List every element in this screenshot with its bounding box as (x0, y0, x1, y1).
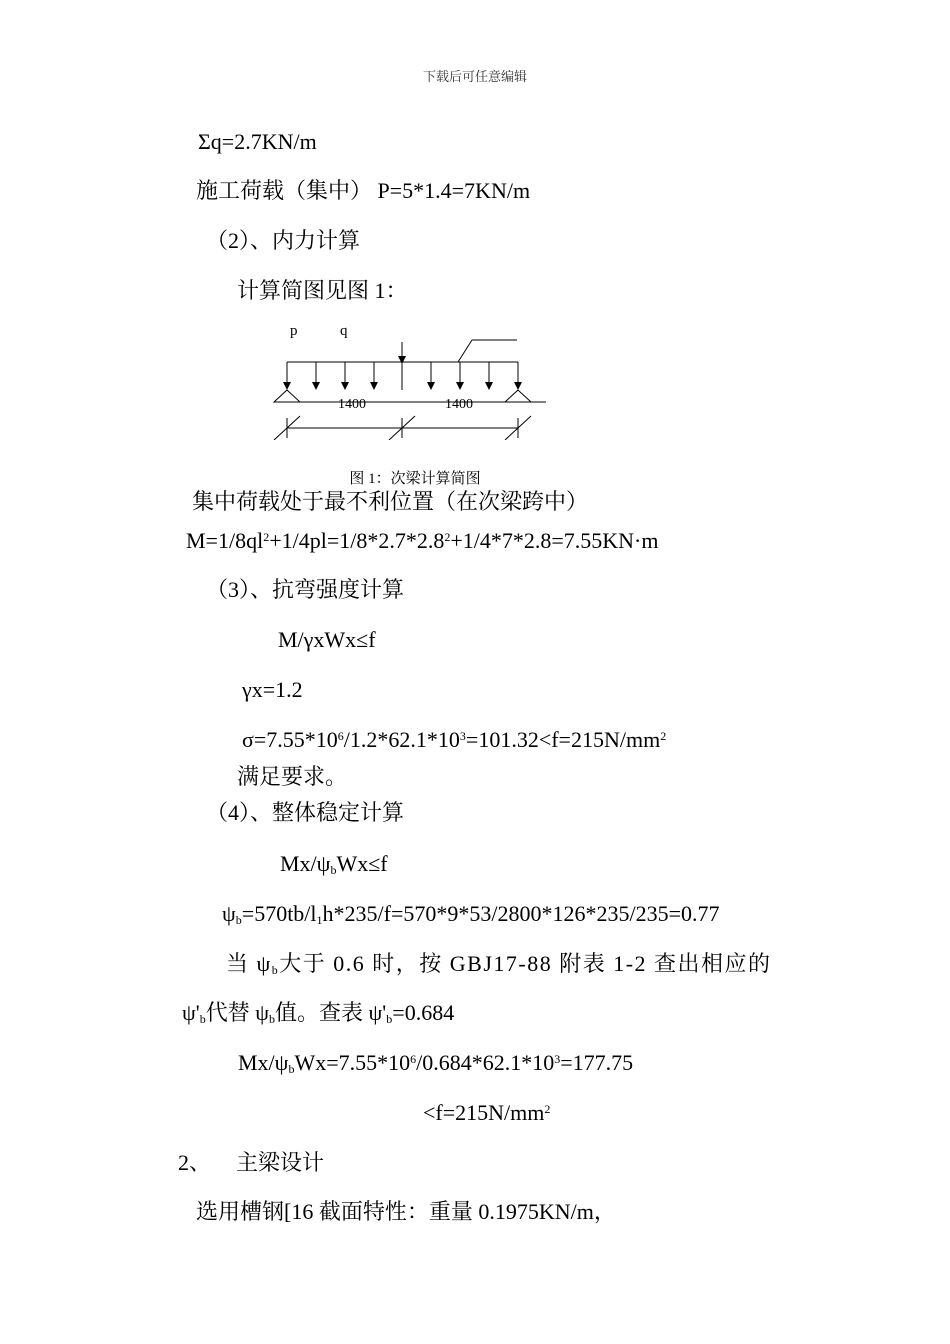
label-p: p (290, 323, 298, 339)
construction-load-line: 施工荷载（集中） P=5*1.4=7KN/m (196, 178, 531, 203)
channel-steel-line: 选用槽钢[16 截面特性：重量 0.1975KN/m， (196, 1199, 616, 1224)
stability-result: $Mx/\psi_bWx=7.55*10^6/0.684*62.1*10^3=177.75$ (238, 1050, 634, 1076)
diagram-reference: 计算简图见图 1： (237, 278, 408, 303)
moment-formula: $M=1/8ql^2+1/4pl=1/8*2.7*2.8^2+1/4*7*2.8=7.55KN\cdot m$ (186, 528, 659, 553)
main-beam-number: 2、 (178, 1150, 212, 1175)
figure-caption: 图 1：次梁计算简图 (349, 471, 481, 487)
page-header: 下载后可任意编辑 (422, 69, 527, 84)
satisfied-text: 满足要求。 (237, 764, 348, 789)
concentrated-load-position: 集中荷载处于最不利位置（在次梁跨中） (192, 489, 589, 514)
psi-b-calculation: $\psi_b=570tb/l_1h*235/f=570*9*53/2800*126*235/235=0.77$ (222, 901, 720, 927)
stability-formula: $Mx/\psi_bWx\le f$ (280, 851, 388, 877)
when-psi-text: 当 $\psi_b$大于 0.6 时，按 GBJ17-88 附表 1-2 查出相应的 (226, 951, 772, 977)
section-2-title: （2）、内力计算 (206, 228, 361, 253)
right-support (505, 390, 531, 402)
span-left-label: 1400 (338, 397, 366, 412)
sum-q-line: Σq=2.7KN/m (198, 129, 317, 154)
left-support (274, 390, 300, 402)
main-beam-title: 主梁设计 (236, 1150, 325, 1175)
beam-diagram (262, 320, 562, 440)
gamma-value: γx=1.2 (242, 677, 303, 702)
section-4-title: （4）、整体稳定计算 (206, 800, 405, 825)
sigma-calculation: $\sigma=7.55*10^6/1.2*62.1*10^3=101.32<f=215N/mm^2$ (242, 727, 667, 752)
label-q: q (340, 323, 348, 339)
bending-formula: M/γxWx≤f (278, 627, 376, 652)
stability-limit: $<f=215N/mm^2$ (423, 1100, 551, 1125)
section-3-title: （3）、抗弯强度计算 (206, 577, 405, 602)
psi-replace-text: $\psi'_b$代替 $\psi_b$值。查表 $\psi'_b=0.684$ (182, 1000, 455, 1026)
span-right-label: 1400 (445, 397, 473, 412)
